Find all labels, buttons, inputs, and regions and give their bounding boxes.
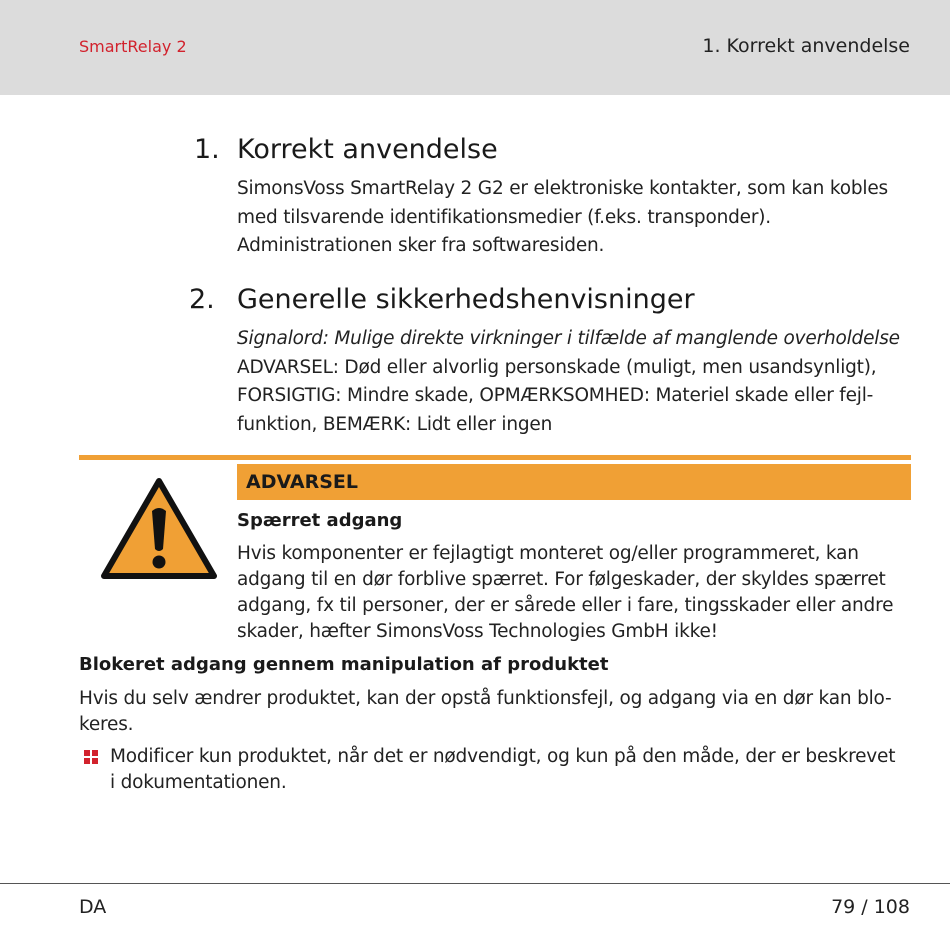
section-2-line: funktion, BEMÆRK: Lidt eller ingen <box>237 413 553 435</box>
manipulation-line: keres. <box>79 714 134 735</box>
section-2-body <box>237 325 917 439</box>
section-2-title: Generelle sikkerhedshenvisninger <box>237 284 695 315</box>
section-2-line: FORSIGTIG: Mindre skade, OPMÆRKSOMHED: Materiel skade eller fejl- <box>237 385 874 406</box>
warning-body <box>237 541 893 645</box>
manipulation-body <box>79 686 892 738</box>
bullet-line: i dokumentationen. <box>110 772 287 793</box>
warning-line: adgang, fx til personer, der er sårede eller i fare, tingsskader eller andre <box>237 595 894 616</box>
section-1-heading <box>194 134 894 170</box>
section-1-number: 1. <box>194 134 220 165</box>
footer-rule <box>0 883 950 884</box>
red-four-squares-icon <box>84 750 98 764</box>
warning-label-bar <box>237 464 911 500</box>
section-1-line: med tilsvarende identifikationsmedier (f.eks. transponder). <box>237 206 771 228</box>
warning-title: Spærret adgang <box>237 510 403 531</box>
running-section-title: 1. Korrekt anvendelse <box>702 35 910 57</box>
section-2-number: 2. <box>189 284 215 315</box>
bullet-line: Modificer kun produktet, når det er nødvendigt, og kun på den måde, der er beskrevet <box>110 746 896 767</box>
warning-label: ADVARSEL <box>246 471 358 493</box>
section-1-title: Korrekt anvendelse <box>237 134 498 165</box>
manipulation-line: Hvis du selv ændrer produktet, kan der opstå funktionsfejl, og adgang via en dør kan blo- <box>79 688 892 709</box>
warning-top-rule <box>79 455 911 460</box>
section-1-body <box>237 175 917 261</box>
footer-page-number: 79 / 108 <box>831 896 910 918</box>
signal-words-line: Signalord: Mulige direkte virkninger i tilfælde af manglende overholdelse <box>237 328 900 349</box>
product-name: SmartRelay 2 <box>79 37 187 56</box>
manipulation-bullet <box>110 744 895 796</box>
section-1-line: Administrationen sker fra softwaresiden. <box>237 235 605 256</box>
footer-language: DA <box>79 896 107 918</box>
manipulation-title: Blokeret adgang gennem manipulation af produktet <box>79 654 609 675</box>
section-1-line: SimonsVoss SmartRelay 2 G2 er elektroniske kontakter, som kan kobles <box>237 178 888 199</box>
warning-line: skader, hæfter SimonsVoss Technologies GmbH ikke! <box>237 621 718 642</box>
warning-line: Hvis komponenter er fejlagtigt monteret og/eller programmeret, kan <box>237 543 859 564</box>
warning-line: adgang til en dør forblive spærret. For følgeskader, der skyldes spærret <box>237 569 886 590</box>
warning-triangle-icon <box>101 477 217 580</box>
section-2-line: ADVARSEL: Død eller alvorlig personskade (muligt, men usandsynligt), <box>237 356 877 378</box>
page-header <box>0 0 950 95</box>
section-2-heading <box>189 284 909 320</box>
